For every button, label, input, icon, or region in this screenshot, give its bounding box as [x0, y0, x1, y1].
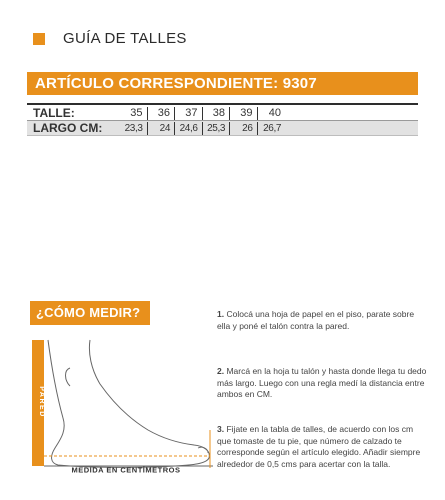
article-banner: ARTÍCULO CORRESPONDIENTE: 9307: [27, 72, 418, 95]
length-row-label: LARGO CM:: [33, 121, 103, 135]
table-top-rule: [27, 103, 418, 105]
length-cell: 26,7: [263, 123, 281, 134]
size-cell: 35: [120, 107, 148, 120]
foot-measure-illustration: [30, 320, 215, 480]
size-cell: 39: [230, 107, 258, 120]
step-text: Marcá en la hoja tu talón y hasta donde llega tu dedo más largo. Luego con una regla medí la distancia entre ambos en CM.: [217, 366, 427, 399]
measure-step-2: [217, 366, 427, 401]
table-bottom-rule: [27, 135, 418, 136]
step-text: Colocá una hoja de papel en el piso, parate sobre ella y poné el talón contra la pared.: [217, 309, 415, 331]
size-cell: 36: [148, 107, 176, 120]
step-number: 2.: [217, 366, 225, 376]
length-row: [120, 122, 285, 135]
length-cell: 23,3: [120, 122, 148, 135]
ankle-detail-icon: [66, 368, 71, 386]
header-accent-square: [33, 33, 45, 45]
foot-outline-icon: [48, 340, 209, 467]
measure-step-3: [217, 424, 427, 470]
step-number: 1.: [217, 309, 225, 319]
length-cell: 24: [148, 122, 176, 135]
size-cell: 38: [203, 107, 231, 120]
size-cell: 37: [175, 107, 203, 120]
measure-step-1: [217, 309, 427, 332]
size-row-label: TALLE:: [33, 106, 75, 120]
size-cell: 40: [268, 107, 281, 119]
step-text: Fijate en la tabla de talles, de acuerdo con los cm que tomaste de tu pie, que número de calzado te corresponde según el artículo elegido. Añadir siempre alrededor de 0,5 cms para acertar con la talla.: [217, 424, 421, 469]
wall-label: PARED: [38, 386, 45, 418]
page-title: GUÍA DE TALLES: [63, 30, 187, 47]
length-cell: 25,3: [203, 122, 231, 135]
length-cell: 26: [230, 122, 258, 135]
length-cell: 24,6: [175, 122, 203, 135]
step-number: 3.: [217, 424, 225, 434]
ruler-label: MEDIDA EN CENTÍMETROS: [71, 465, 181, 475]
how-to-measure-title: ¿CÓMO MEDIR?: [30, 301, 150, 325]
size-row: [120, 107, 285, 120]
